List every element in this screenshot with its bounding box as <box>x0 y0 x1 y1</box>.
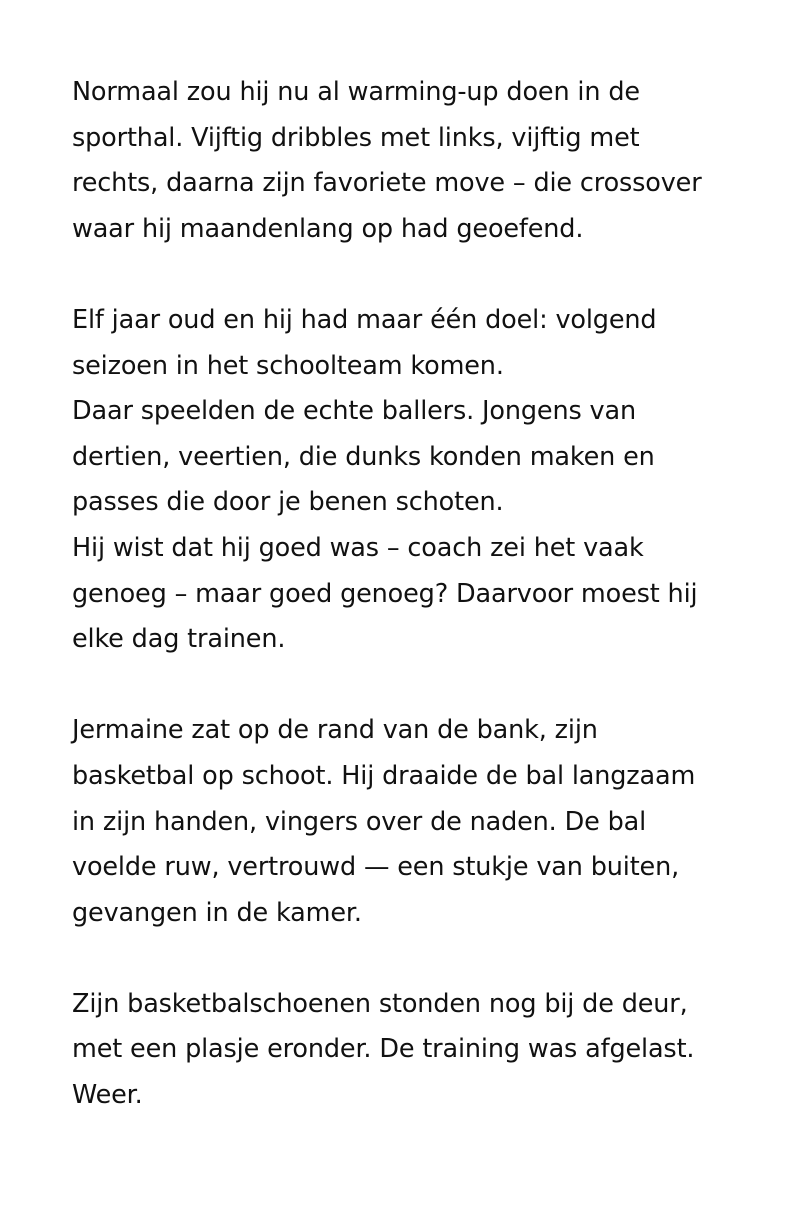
paragraph-2 <box>72 298 732 663</box>
text-line: sporthal. Vijftig dribbles met links, vijftig met <box>72 122 640 153</box>
paragraph-1 <box>72 70 732 252</box>
text-line: rechts, daarna zijn favoriete move – die crossover <box>72 168 702 199</box>
paragraph-spacer <box>72 936 732 982</box>
text-line: dertien, veertien, die dunks konden maken en <box>72 441 655 472</box>
text-line: voelde ruw, vertrouwd — een stukje van buiten, <box>72 852 680 883</box>
text-line: gevangen in de kamer. <box>72 897 362 928</box>
text-line: waar hij maandenlang op had geoefend. <box>72 213 584 244</box>
text-line: Jermaine zat op de rand van de bank, zijn <box>72 715 598 746</box>
text-line: in zijn handen, vingers over de naden. De bal <box>72 806 647 837</box>
paragraph-spacer <box>72 663 732 709</box>
text-line: Daar speelden de echte ballers. Jongens van <box>72 396 636 427</box>
paragraph-spacer <box>72 252 732 298</box>
text-line: Hij wist dat hij goed was – coach zei het vaak <box>72 532 644 563</box>
text-line: seizoen in het schoolteam komen. <box>72 350 504 381</box>
text-line: basketbal op schoot. Hij draaide de bal langzaam <box>72 760 696 791</box>
text-line: Elf jaar oud en hij had maar één doel: volgend <box>72 304 657 335</box>
text-line: genoeg – maar goed genoeg? Daarvoor moest hij <box>72 578 698 609</box>
text-line: Zijn basketbalschoenen stonden nog bij de deur, <box>72 988 688 1019</box>
text-line: met een plasje eronder. De training was afgelast. <box>72 1034 695 1065</box>
text-line: elke dag trainen. <box>72 624 286 655</box>
paragraph-3 <box>72 708 732 936</box>
text-line: Weer. <box>72 1080 143 1111</box>
story-text <box>72 70 732 1119</box>
paragraph-4 <box>72 982 732 1119</box>
text-line: Normaal zou hij nu al warming-up doen in de <box>72 77 640 107</box>
text-line: passes die door je benen schoten. <box>72 487 504 518</box>
